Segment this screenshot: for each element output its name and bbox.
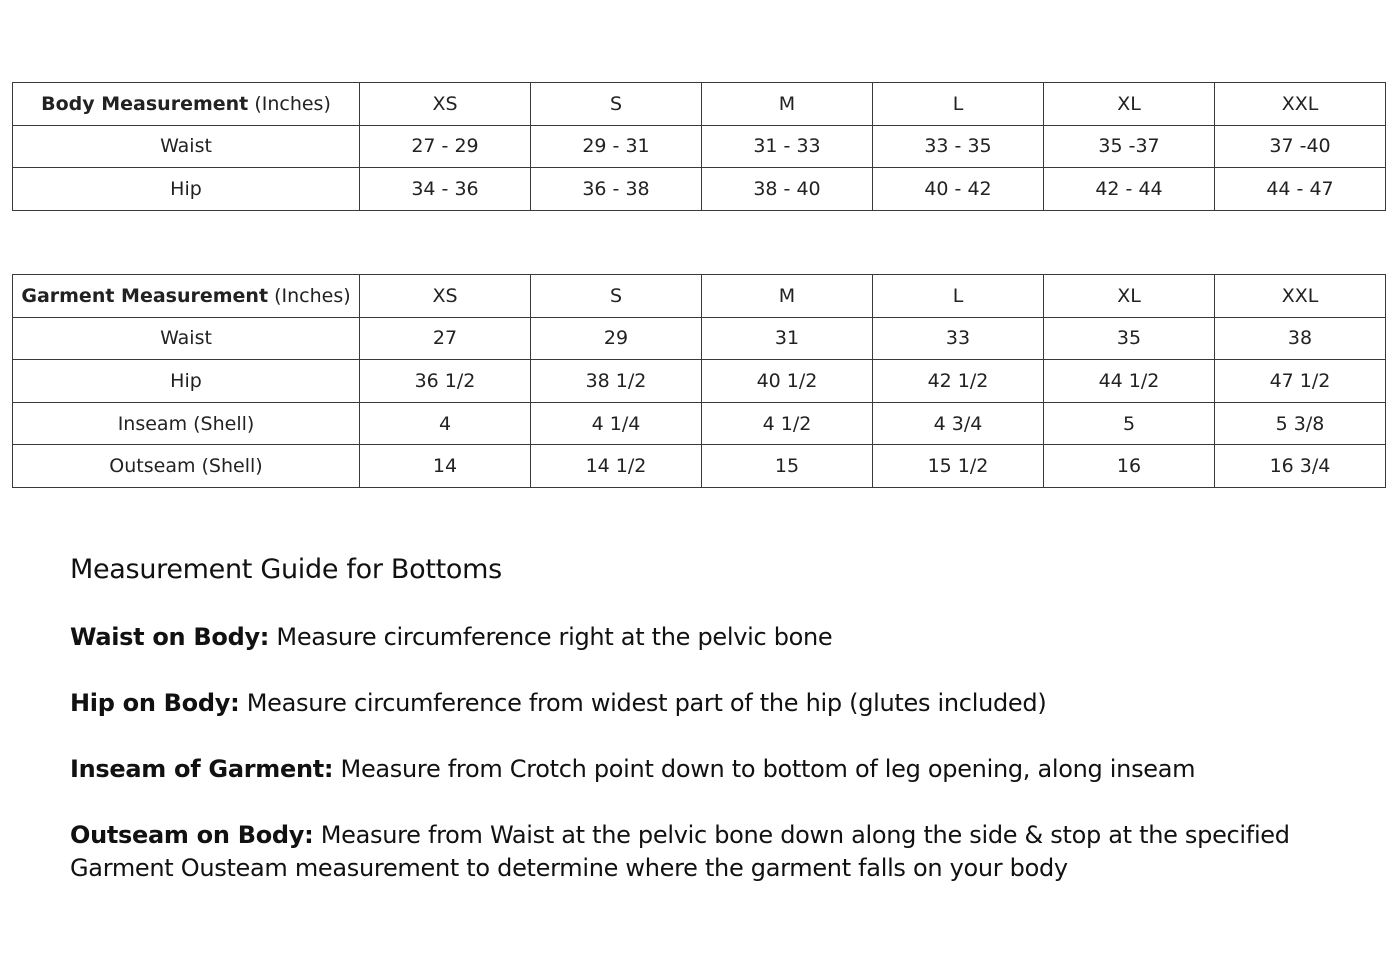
table-row (13, 445, 1386, 488)
table-cell: 42 1/2 (873, 360, 1044, 403)
row-label: Waist (13, 125, 360, 168)
table-header-row (13, 275, 1386, 318)
guide-item-hip (70, 687, 1046, 720)
table-cell: 29 (531, 317, 702, 360)
header-title: Body Measurement (41, 92, 249, 115)
guide-title (70, 548, 1370, 592)
table-cell: 31 - 33 (702, 125, 873, 168)
size-header-s: S (531, 275, 702, 318)
guide-description: Measure circumference right at the pelvic bone (269, 623, 833, 651)
size-header-xs: XS (360, 83, 531, 126)
table-cell: 4 1/2 (702, 402, 873, 445)
table-cell: 4 3/4 (873, 402, 1044, 445)
size-header-l: L (873, 83, 1044, 126)
table-cell: 40 1/2 (702, 360, 873, 403)
table-cell: 15 1/2 (873, 445, 1044, 488)
guide-term: Hip on Body: (70, 689, 240, 717)
size-header-m: M (702, 275, 873, 318)
table-cell: 15 (702, 445, 873, 488)
table-cell: 27 - 29 (360, 125, 531, 168)
table-cell: 4 1/4 (531, 402, 702, 445)
table-cell: 36 1/2 (360, 360, 531, 403)
body-measurement-header (13, 83, 360, 126)
table-cell: 37 -40 (1215, 125, 1386, 168)
table-cell: 5 3/8 (1215, 402, 1386, 445)
table-cell: 44 1/2 (1044, 360, 1215, 403)
table-cell: 38 1/2 (531, 360, 702, 403)
guide-title-text: Measurement Guide for Bottoms (70, 554, 502, 585)
table-cell: 33 (873, 317, 1044, 360)
row-label: Waist (13, 317, 360, 360)
table-cell: 36 - 38 (531, 168, 702, 211)
size-header-xl: XL (1044, 83, 1215, 126)
guide-item-outseam (70, 819, 1370, 885)
header-unit: (Inches) (274, 284, 351, 307)
guide-term: Waist on Body: (70, 623, 270, 651)
table-cell: 47 1/2 (1215, 360, 1386, 403)
measurement-guide (70, 548, 1370, 882)
table-header-row (13, 83, 1386, 126)
row-label: Inseam (Shell) (13, 402, 360, 445)
table-cell: 42 - 44 (1044, 168, 1215, 211)
table-cell: 35 -37 (1044, 125, 1215, 168)
table-cell: 16 3/4 (1215, 445, 1386, 488)
table-cell: 33 - 35 (873, 125, 1044, 168)
table-cell: 38 - 40 (702, 168, 873, 211)
body-measurement-table (12, 82, 1386, 211)
row-label: Outseam (Shell) (13, 445, 360, 488)
table-row (13, 317, 1386, 360)
guide-term: Inseam of Garment: (70, 755, 334, 783)
table-cell: 27 (360, 317, 531, 360)
row-label: Hip (13, 360, 360, 403)
table-cell: 14 1/2 (531, 445, 702, 488)
row-label: Hip (13, 168, 360, 211)
table-cell: 44 - 47 (1215, 168, 1386, 211)
header-unit: (Inches) (254, 92, 331, 115)
size-header-xxl: XXL (1215, 83, 1386, 126)
guide-description: Measure from Waist at the pelvic bone down along the side & stop at the specified Garment Ousteam measurement to determine where the garment falls on your body (70, 821, 1290, 882)
garment-measurement-header (13, 275, 360, 318)
table-cell: 29 - 31 (531, 125, 702, 168)
guide-description: Measure from Crotch point down to bottom of leg opening, along inseam (333, 755, 1196, 783)
table-row (13, 168, 1386, 211)
size-header-xs: XS (360, 275, 531, 318)
table-cell: 38 (1215, 317, 1386, 360)
size-header-l: L (873, 275, 1044, 318)
guide-item-waist (70, 621, 832, 654)
table-row (13, 402, 1386, 445)
size-header-s: S (531, 83, 702, 126)
table-cell: 16 (1044, 445, 1215, 488)
table-cell: 5 (1044, 402, 1215, 445)
table-cell: 34 - 36 (360, 168, 531, 211)
table-cell: 14 (360, 445, 531, 488)
table-row (13, 125, 1386, 168)
guide-description: Measure circumference from widest part of the hip (glutes included) (239, 689, 1047, 717)
size-header-xl: XL (1044, 275, 1215, 318)
garment-measurement-table (12, 274, 1386, 488)
guide-term: Outseam on Body: (70, 821, 314, 849)
size-header-xxl: XXL (1215, 275, 1386, 318)
table-cell: 35 (1044, 317, 1215, 360)
header-title: Garment Measurement (21, 284, 269, 307)
table-cell: 40 - 42 (873, 168, 1044, 211)
guide-item-inseam (70, 753, 1195, 786)
table-row (13, 360, 1386, 403)
table-cell: 4 (360, 402, 531, 445)
table-cell: 31 (702, 317, 873, 360)
size-header-m: M (702, 83, 873, 126)
